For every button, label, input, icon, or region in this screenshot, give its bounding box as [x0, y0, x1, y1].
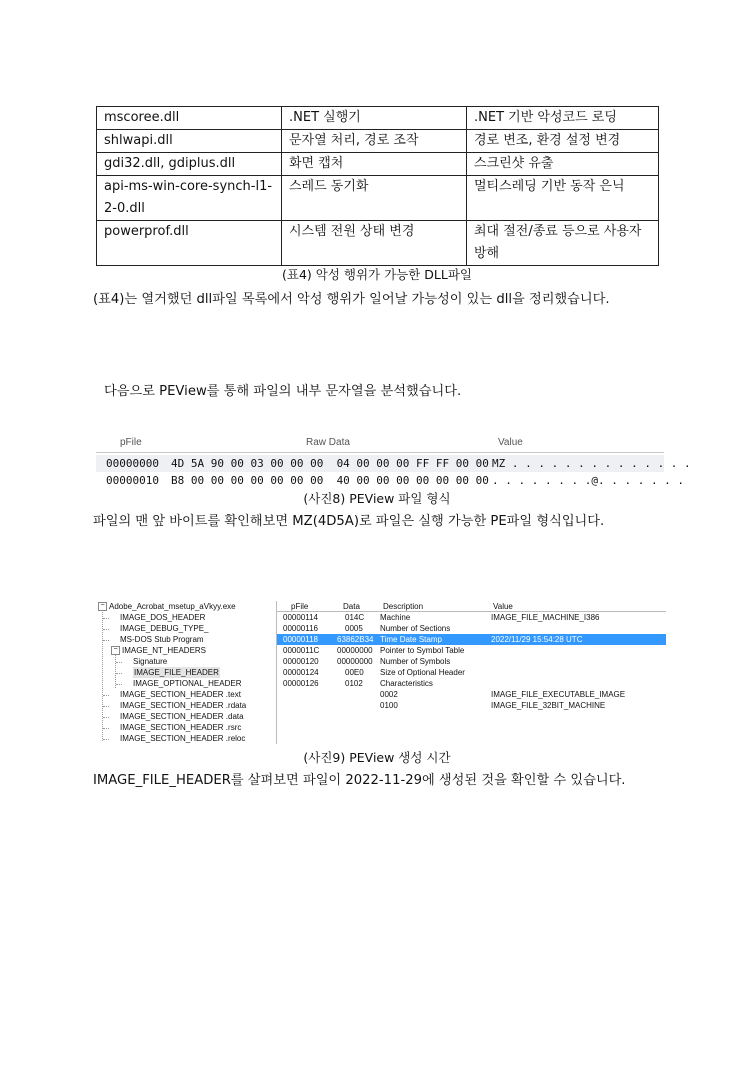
cell: 0100: [380, 701, 398, 710]
table-row: [97, 153, 659, 176]
list-row-selected[interactable]: [277, 634, 666, 645]
tree-item-label: IMAGE_NT_HEADERS: [122, 646, 207, 655]
tree-item[interactable]: Signature: [133, 657, 168, 666]
column-header[interactable]: pFile: [291, 602, 309, 611]
cell: Machine: [380, 613, 411, 622]
hex-offset: 00000010: [106, 474, 159, 487]
tree-item[interactable]: IMAGE_SECTION_HEADER .reloc: [120, 734, 246, 743]
list-row[interactable]: [277, 689, 666, 700]
tree-item[interactable]: IMAGE_DOS_HEADER: [120, 613, 206, 622]
cell: 0002: [380, 690, 398, 699]
cell: IMAGE_FILE_32BIT_MACHINE: [491, 701, 606, 710]
cell: 0000011C: [283, 646, 320, 655]
tree-root[interactable]: [98, 601, 236, 612]
table-cell: 시스템 전원 상태 변경: [282, 221, 467, 266]
table-cell: shlwapi.dll: [97, 130, 282, 153]
table-cell: 문자열 처리, 경로 조작: [282, 130, 467, 153]
tree-item[interactable]: IMAGE_SECTION_HEADER .rsrc: [120, 723, 242, 732]
tree-item[interactable]: IMAGE_SECTION_HEADER .data: [120, 712, 244, 721]
dll-table: [96, 106, 659, 266]
tree-item-selected[interactable]: IMAGE_FILE_HEADER: [134, 668, 219, 677]
hex-bytes: 4D 5A 90 00 03 00 00 00 04 00 00 00 FF FF 00 00: [171, 457, 489, 470]
column-header: pFile: [120, 437, 142, 448]
table-cell: 경로 변조, 환경 설정 변경: [467, 130, 659, 153]
cell: 00000118: [283, 635, 318, 644]
cell: 0005: [345, 624, 363, 633]
table-cell: api-ms-win-core-synch-l1-2-0.dll: [97, 176, 282, 221]
cell: 00000124: [283, 668, 319, 677]
table-row: [97, 130, 659, 153]
cell: IMAGE_FILE_EXECUTABLE_IMAGE: [491, 690, 626, 699]
cell: 0102: [345, 679, 363, 688]
table-cell: gdi32.dll, gdiplus.dll: [97, 153, 282, 176]
column-header: Value: [498, 437, 523, 448]
list-row[interactable]: [277, 645, 666, 656]
cell: 014C: [345, 613, 365, 622]
tree-item[interactable]: MS-DOS Stub Program: [120, 635, 204, 644]
table-cell: 스레드 동기화: [282, 176, 467, 221]
table-cell: .NET 실행기: [282, 107, 467, 130]
cell: 00000116: [283, 624, 318, 633]
pe-tree-view: [98, 601, 268, 747]
table-cell: 스크린샷 유출: [467, 153, 659, 176]
tree-root-label: Adobe_Acrobat_msetup_aVkyy.exe: [109, 602, 236, 611]
cell: 2022/11/29 15:54:28 UTC: [491, 635, 583, 644]
column-header[interactable]: Description: [383, 602, 424, 611]
cell: 00E0: [345, 668, 364, 677]
list-row[interactable]: [277, 623, 666, 634]
tree-item[interactable]: [111, 645, 206, 656]
list-row[interactable]: [277, 700, 666, 711]
table-cell: .NET 기반 악성코드 로딩: [467, 107, 659, 130]
table-caption: (표4) 악성 행위가 가능한 DLL파일: [282, 267, 472, 282]
table-row: [97, 176, 659, 221]
paragraph: IMAGE_FILE_HEADER를 살펴보면 파일이 2022-11-29에 생성된 것을 확인할 수 있습니다.: [93, 773, 626, 788]
hex-value: . . . . . . . .@. . . . . . .: [492, 474, 685, 487]
hex-offset: 00000000: [106, 457, 159, 470]
paragraph: 다음으로 PEView를 통해 파일의 내부 문자열을 분석했습니다.: [104, 384, 462, 399]
hex-bytes: B8 00 00 00 00 00 00 00 40 00 00 00 00 00 00 00: [171, 474, 489, 487]
photo-caption: (사진9) PEView 생성 시간: [303, 750, 451, 765]
hex-view: [96, 437, 691, 488]
cell: Characteristics: [380, 679, 433, 688]
pe-list-view: [276, 601, 666, 744]
cell: 00000120: [283, 657, 319, 666]
cell: 00000114: [283, 613, 318, 622]
cell: Size of Optional Header: [380, 668, 465, 677]
cell: 00000000: [337, 646, 373, 655]
cell: IMAGE_FILE_MACHINE_I386: [491, 613, 600, 622]
table-cell: powerprof.dll: [97, 221, 282, 266]
tree-item[interactable]: IMAGE_OPTIONAL_HEADER: [133, 679, 242, 688]
cell: Number of Sections: [380, 624, 451, 633]
list-row[interactable]: [277, 678, 666, 689]
collapse-icon[interactable]: −: [98, 602, 107, 611]
list-header: [277, 601, 666, 612]
collapse-icon[interactable]: −: [111, 646, 120, 655]
cell: Number of Symbols: [380, 657, 451, 666]
column-header: Raw Data: [306, 437, 350, 448]
cell: 00000000: [337, 657, 373, 666]
tree-item[interactable]: IMAGE_SECTION_HEADER .text: [120, 690, 241, 699]
tree-item[interactable]: IMAGE_DEBUG_TYPE_: [120, 624, 209, 633]
list-row[interactable]: [277, 612, 666, 623]
hex-header: [96, 437, 664, 453]
list-row[interactable]: [277, 667, 666, 678]
tree-item[interactable]: IMAGE_SECTION_HEADER .rdata: [120, 701, 247, 710]
table-cell: 화면 캡처: [282, 153, 467, 176]
paragraph: 파일의 맨 앞 바이트를 확인해보면 MZ(4D5A)로 파일은 실행 가능한 PE파일 형식입니다.: [93, 514, 605, 529]
table-cell: mscoree.dll: [97, 107, 282, 130]
cell: 00000126: [283, 679, 319, 688]
list-row[interactable]: [277, 656, 666, 667]
hex-row: [96, 472, 685, 489]
paragraph: (표4)는 열거했던 dll파일 목록에서 악성 행위가 일어날 가능성이 있는 dll을 정리했습니다.: [93, 292, 610, 307]
photo-caption: (사진8) PEView 파일 형식: [303, 491, 451, 506]
column-header[interactable]: Value: [493, 602, 513, 611]
hex-value: MZ . . . . . . . . . . . . . .: [492, 457, 691, 470]
table-cell: 최대 절전/종료 등으로 사용자 방해: [467, 221, 659, 266]
table-row: [97, 221, 659, 266]
cell: Pointer to Symbol Table: [380, 646, 465, 655]
table-cell: 멀티스레딩 기반 동작 은닉: [467, 176, 659, 221]
cell: Time Date Stamp: [380, 635, 442, 644]
cell: 63862B34: [337, 635, 374, 644]
hex-row: [96, 455, 691, 472]
column-header[interactable]: Data: [343, 602, 360, 611]
table-row: [97, 107, 659, 130]
